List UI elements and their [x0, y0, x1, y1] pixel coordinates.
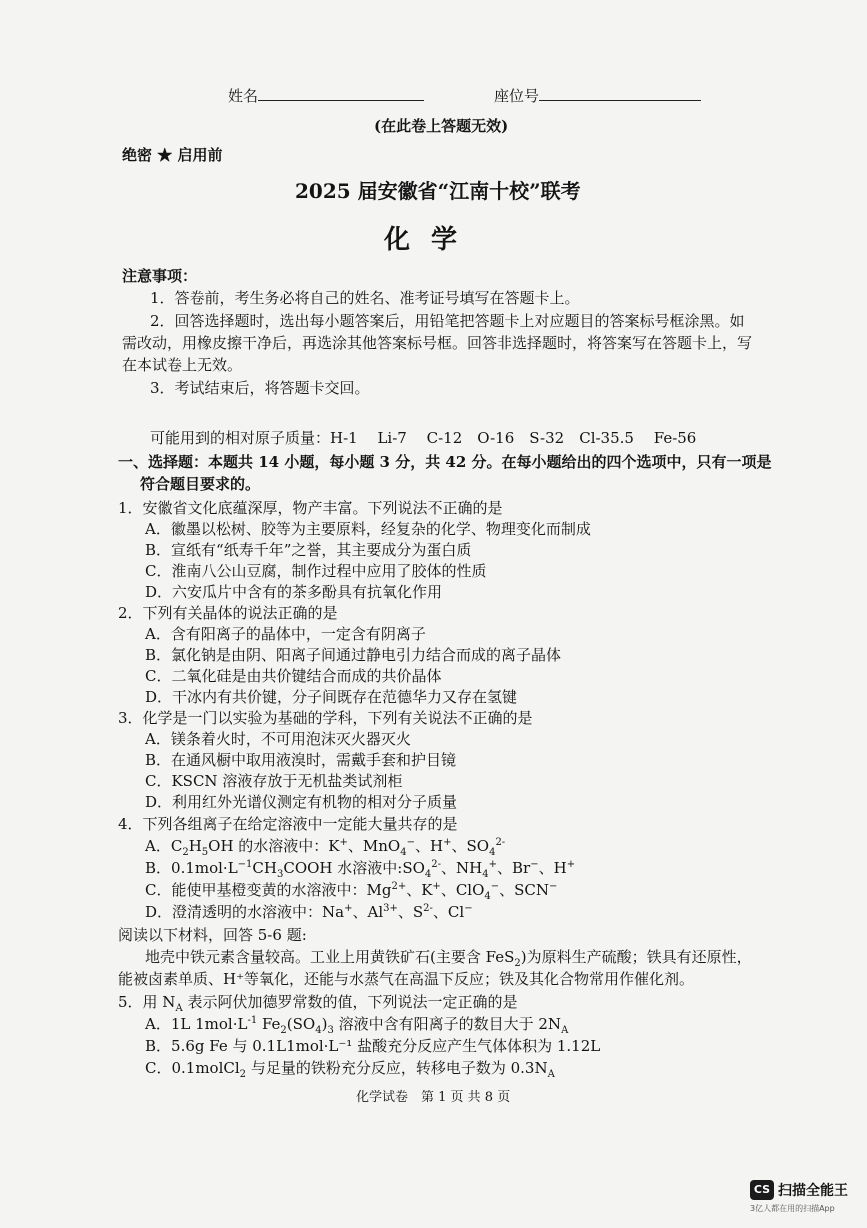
notice-item: 2．回答选择题时，选出每小题答案后，用铅笔把答题卡上对应题目的答案标号框涂黑。如 — [150, 312, 745, 330]
option-b: B．宣纸有“纸寿千年”之誉，其主要成分为蛋白质 — [145, 541, 472, 559]
option-a: A．徽墨以松树、胶等为主要原料，经复杂的化学、物理变化而制成 — [145, 520, 591, 538]
option-b: B．在通风橱中取用液溴时，需戴手套和护目镜 — [145, 751, 457, 769]
section-heading: 一、选择题：本题共 14 小题，每小题 3 分，共 42 分。在每小题给出的四个选项中，只有一项是 — [118, 453, 772, 471]
question-stem: 2．下列有关晶体的说法正确的是 — [118, 604, 338, 622]
option-b: B．$0.1mol\cdot L^{-1}CH_3COOH$ 水溶液中$:SO_4^{2-}$、$NH_4^+$、Br−、H+ — [145, 859, 576, 880]
option-a: A．1L $1mol\cdot L^{-1}$ $Fe_2(SO_4)_3$ 溶液中含有阳离子的数目大于 $2N_A$ — [145, 1015, 569, 1036]
option-c: C．KSCN 溶液存放于无机盐类试剂柜 — [145, 772, 403, 790]
notice-title: 注意事项： — [122, 267, 198, 285]
notice-item: 在本试卷上无效。 — [122, 356, 243, 374]
question-stem: 3．化学是一门以实验为基础的学科，下列有关说法不正确的是 — [118, 709, 533, 727]
secret-mark: 绝密 ★ 启用前 — [122, 146, 223, 164]
reading-line: 能被卤素单质、H⁺等氧化，还能与水蒸气在高温下反应；铁及其化合物常用作催化剂。 — [118, 970, 695, 988]
seat-field — [494, 86, 701, 106]
option-d: D．利用红外光谱仪测定有机物的相对分子质量 — [145, 793, 458, 811]
seat-blank — [539, 86, 701, 101]
camscanner-logo-icon: CS — [750, 1180, 774, 1200]
option-b: B．5.6g Fe 与 0.1L1mol·L⁻¹ 盐酸充分反应产生气体体积为 1.12L — [145, 1037, 601, 1055]
question-stem: 5．用 $N_A$ 表示阿伏加德罗常数的值，下列说法一定正确的是 — [118, 993, 518, 1014]
seat-label: 座位号 — [494, 87, 540, 105]
name-label: 姓名 — [228, 87, 259, 105]
invalid-note: (在此卷上答题无效) — [374, 117, 509, 135]
option-d: D．澄清透明的水溶液中：Na+、$Al^{3+}$、$S^{2-}$、Cl− — [145, 903, 473, 921]
question-stem: 4．下列各组离子在给定溶液中一定能大量共存的是 — [118, 815, 458, 833]
option-c: C．能使甲基橙变黄的水溶液中：$Mg^{2+}$、K+、ClO$_4$−、SCN− — [145, 881, 558, 902]
question-stem: 1．安徽省文化底蕴深厚，物产丰富。下列说法不正确的是 — [118, 499, 503, 517]
subject-title: 化 学 — [384, 225, 464, 255]
atomic-masses: 可能用到的相对原子质量：H-1 Li-7 C-12 O-16 S-32 Cl-35.5 Fe-56 — [150, 429, 697, 447]
option-c: C．淮南八公山豆腐，制作过程中应用了胶体的性质 — [145, 562, 487, 580]
scanner-tagline: 3亿人都在用的扫描App — [750, 1204, 835, 1213]
reading-line: 地壳中铁元素含量较高。工业上用黄铁矿石(主要含 FeS$_2$)为原料生产硫酸；铁具有还原性， — [145, 948, 752, 969]
scanner-app-name: 扫描全能王 — [778, 1183, 848, 1199]
option-a: A．含有阳离子的晶体中，一定含有阴离子 — [145, 625, 426, 643]
notice-item: 3．考试结束后，将答题卡交回。 — [150, 379, 370, 397]
option-c: C．二氧化硅是由共价键结合而成的共价晶体 — [145, 667, 442, 685]
option-a: A．镁条着火时，不可用泡沫灭火器灭火 — [145, 730, 411, 748]
exam-title: 2025 届安徽省“江南十校”联考 — [295, 179, 581, 203]
name-field — [228, 86, 424, 106]
section-heading-cont: 符合题目要求的。 — [140, 475, 261, 493]
notice-item: 1．答卷前，考生务必将自己的姓名、准考证号填写在答题卡上。 — [150, 289, 580, 307]
option-a: A．$C_2H_5OH$ 的水溶液中：K+、MnO$_4$−、H+、$SO_4^{2-}$ — [145, 837, 506, 858]
option-c: C．0.1molCl$_2$ 与足量的铁粉充分反应，转移电子数为 $0.3N_A$ — [145, 1059, 555, 1080]
page-footer: 化学试卷 第 1 页 共 8 页 — [356, 1090, 511, 1105]
option-d: D．六安瓜片中含有的茶多酚具有抗氧化作用 — [145, 583, 443, 601]
notice-item: 需改动，用橡皮擦干净后，再选涂其他答案标号框。回答非选择题时，将答案写在答题卡上，写 — [122, 334, 753, 352]
name-blank — [258, 86, 424, 101]
reading-intro: 阅读以下材料，回答 5-6 题: — [118, 926, 307, 944]
option-d: D．干冰内有共价键，分子间既存在范德华力又存在氢键 — [145, 688, 518, 706]
option-b: B．氯化钠是由阴、阳离子间通过静电引力结合而成的离子晶体 — [145, 646, 562, 664]
